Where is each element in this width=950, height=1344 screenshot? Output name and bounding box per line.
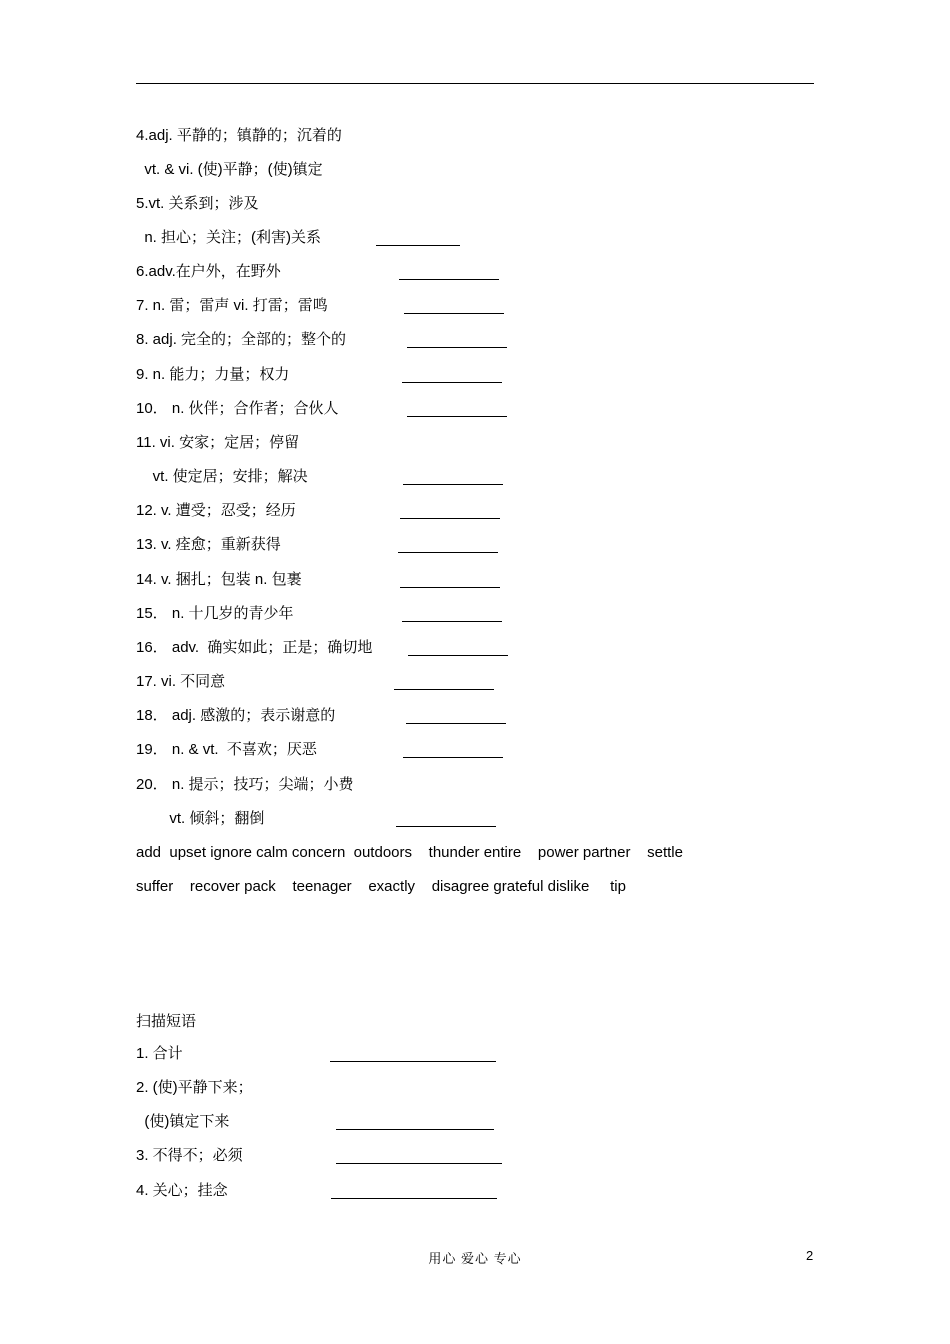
vocab-item-text: 18． adj. 感激的；表示谢意的 — [136, 707, 336, 724]
phrase-item-text: 2. (使)平静下来； — [136, 1079, 253, 1096]
vocab-item-text: 11. vi. 安家；定居；停留 — [136, 434, 300, 451]
answer-blank[interactable] — [399, 279, 499, 280]
answer-blank[interactable] — [376, 245, 460, 246]
vocab-item-text: 13. v. 痊愈；重新获得 — [136, 536, 281, 553]
phrases-heading: 扫描短语 — [136, 1013, 197, 1030]
vocab-item-text: 4.adj. 平静的；镇静的；沉着的 — [136, 127, 342, 144]
vocab-item-text: 14. v. 捆扎；包装 n. 包裹 — [136, 571, 302, 588]
answer-blank[interactable] — [330, 1061, 496, 1062]
vocab-item-text: vt. & vi. (使)平静；(使)镇定 — [136, 161, 323, 178]
vocab-item-text: 19． n. & vt. 不喜欢；厌恶 — [136, 741, 317, 758]
vocab-item-text: vt. 使定居；安排；解决 — [136, 468, 308, 485]
vocab-item-text: n. 担心；关注；(利害)关系 — [136, 229, 322, 246]
answer-blank[interactable] — [336, 1129, 494, 1130]
vocab-item-text: 12. v. 遭受；忍受；经历 — [136, 502, 296, 519]
footer-text: 用心 爱心 专心 — [428, 1251, 522, 1266]
vocab-item-text: 16． adv. 确实如此；正是；确切地 — [136, 639, 373, 656]
answer-blank[interactable] — [403, 484, 503, 485]
header-rule — [136, 83, 814, 84]
phrase-item-text: 1. 合计 — [136, 1045, 183, 1062]
answer-blank[interactable] — [403, 757, 503, 758]
page-number: 2 — [806, 1248, 814, 1263]
answer-blank[interactable] — [400, 587, 500, 588]
vocab-item-text: 7. n. 雷；雷声 vi. 打雷；雷鸣 — [136, 297, 328, 314]
word-bank-row: add upset ignore calm concern outdoors thunder entire power partner settle — [136, 844, 683, 861]
answer-blank[interactable] — [331, 1198, 497, 1199]
answer-blank[interactable] — [402, 621, 502, 622]
vocab-item-text: 10． n. 伙伴；合作者；合伙人 — [136, 400, 339, 417]
answer-blank[interactable] — [407, 347, 507, 348]
answer-blank[interactable] — [336, 1163, 502, 1164]
answer-blank[interactable] — [404, 313, 504, 314]
vocab-item-text: 5.vt. 关系到；涉及 — [136, 195, 259, 212]
answer-blank[interactable] — [396, 826, 496, 827]
vocab-item-text: vt. 倾斜；翻倒 — [136, 810, 265, 827]
answer-blank[interactable] — [402, 382, 502, 383]
vocab-item-text: 17. vi. 不同意 — [136, 673, 226, 690]
answer-blank[interactable] — [394, 689, 494, 690]
phrase-item-text: 4. 关心；挂念 — [136, 1182, 228, 1199]
answer-blank[interactable] — [407, 416, 507, 417]
answer-blank[interactable] — [408, 655, 508, 656]
vocab-item-text: 15． n. 十几岁的青少年 — [136, 605, 294, 622]
phrase-item-text: (使)镇定下来 — [136, 1113, 230, 1130]
vocab-item-text: 20． n. 提示；技巧；尖端；小费 — [136, 776, 354, 793]
answer-blank[interactable] — [406, 723, 506, 724]
phrase-item-text: 3. 不得不；必须 — [136, 1147, 243, 1164]
vocab-item-text: 8. adj. 完全的；全部的；整个的 — [136, 331, 347, 348]
answer-blank[interactable] — [400, 518, 500, 519]
vocab-item-text: 6.adv.在户外，在野外 — [136, 263, 281, 280]
answer-blank[interactable] — [398, 552, 498, 553]
word-bank-row: suffer recover pack teenager exactly disagree grateful dislike tip — [136, 878, 626, 895]
vocab-item-text: 9. n. 能力；力量；权力 — [136, 366, 290, 383]
